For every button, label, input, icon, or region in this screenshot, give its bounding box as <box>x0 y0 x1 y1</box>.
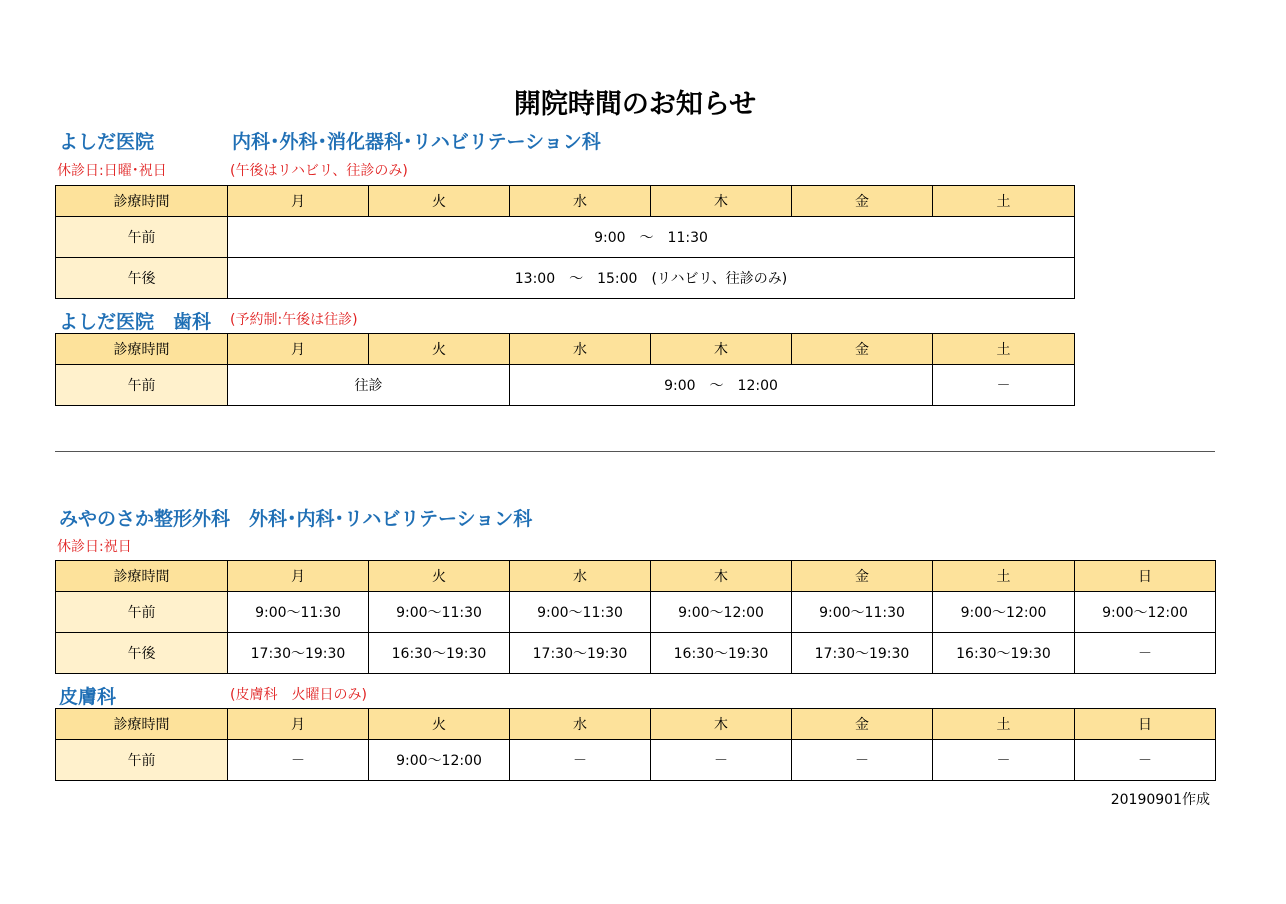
header-cell: 月 <box>228 709 369 740</box>
table-header-row <box>56 186 1075 217</box>
section-divider <box>55 451 1215 452</box>
row-label: 午前 <box>56 740 228 781</box>
header-cell: 土 <box>933 186 1075 217</box>
header-cell: 水 <box>510 709 651 740</box>
hours-cell: 16:30～19:30 <box>933 633 1075 674</box>
hours-cell: － <box>933 365 1075 406</box>
hours-cell: 16:30～19:30 <box>651 633 792 674</box>
hours-cell: 往診 <box>228 365 510 406</box>
hours-cell: － <box>510 740 651 781</box>
note-derma: (皮膚科 火曜日のみ) <box>230 687 367 703</box>
header-cell: 診療時間 <box>56 334 228 365</box>
closed-days-yoshida: 休診日:日曜･祝日 <box>57 163 167 179</box>
clinic-departments-yoshida: 内科･外科･消化器科･リハビリテーション科 <box>232 131 601 153</box>
hours-cell: 9:00～12:00 <box>1075 592 1216 633</box>
row-label: 午前 <box>56 365 228 406</box>
header-cell: 土 <box>933 561 1075 592</box>
table-row <box>56 633 1216 674</box>
clinic-name-dental: よしだ医院 歯科 <box>59 311 212 333</box>
hours-cell: 9:00 ～ 12:00 <box>510 365 933 406</box>
header-cell: 日 <box>1075 561 1216 592</box>
created-date-note: 20190901作成 <box>1110 792 1210 808</box>
table-header-row <box>56 334 1075 365</box>
clinic-name-yoshida: よしだ医院 <box>59 131 155 153</box>
header-cell: 金 <box>792 561 933 592</box>
hours-cell: 13:00 ～ 15:00 (リハビリ、往診のみ) <box>228 258 1075 299</box>
hours-cell: 17:30～19:30 <box>792 633 933 674</box>
header-cell: 月 <box>228 334 369 365</box>
header-cell: 火 <box>369 334 510 365</box>
header-cell: 月 <box>228 186 369 217</box>
hours-cell: － <box>1075 740 1216 781</box>
clinic-name-derma: 皮膚科 <box>59 686 117 708</box>
header-cell: 水 <box>510 561 651 592</box>
schedule-table-miyanosaka <box>55 560 1216 674</box>
hours-cell: 9:00～12:00 <box>651 592 792 633</box>
header-cell: 金 <box>792 334 933 365</box>
row-label: 午前 <box>56 592 228 633</box>
table-header-row <box>56 561 1216 592</box>
header-cell: 水 <box>510 334 651 365</box>
header-cell: 土 <box>933 709 1075 740</box>
header-cell: 金 <box>792 186 933 217</box>
hours-cell: 16:30～19:30 <box>369 633 510 674</box>
header-cell: 火 <box>369 186 510 217</box>
schedule-table-dental <box>55 333 1075 406</box>
header-cell: 木 <box>651 709 792 740</box>
header-cell: 木 <box>651 561 792 592</box>
row-label: 午前 <box>56 217 228 258</box>
header-cell: 月 <box>228 561 369 592</box>
header-cell: 火 <box>369 709 510 740</box>
hours-cell: 9:00～11:30 <box>510 592 651 633</box>
hours-cell: 9:00～12:00 <box>933 592 1075 633</box>
note-dental: (予約制:午後は往診) <box>230 312 358 328</box>
hours-cell: － <box>933 740 1075 781</box>
header-cell: 水 <box>510 186 651 217</box>
hours-cell: 17:30～19:30 <box>510 633 651 674</box>
row-label: 午後 <box>56 258 228 299</box>
table-header-row <box>56 709 1216 740</box>
schedule-table-derma <box>55 708 1216 781</box>
header-cell: 診療時間 <box>56 709 228 740</box>
header-cell: 診療時間 <box>56 561 228 592</box>
hours-cell: 17:30～19:30 <box>228 633 369 674</box>
hours-cell: － <box>792 740 933 781</box>
header-cell: 木 <box>651 334 792 365</box>
table-row <box>56 740 1216 781</box>
table-row <box>56 258 1075 299</box>
hours-cell: 9:00 ～ 11:30 <box>228 217 1075 258</box>
header-cell: 木 <box>651 186 792 217</box>
header-cell: 土 <box>933 334 1075 365</box>
row-label: 午後 <box>56 633 228 674</box>
table-row <box>56 365 1075 406</box>
header-cell: 金 <box>792 709 933 740</box>
closed-days-miyanosaka: 休診日:祝日 <box>57 539 132 555</box>
header-cell: 火 <box>369 561 510 592</box>
table-row <box>56 592 1216 633</box>
hours-cell: 9:00～11:30 <box>792 592 933 633</box>
hours-cell: 9:00～11:30 <box>369 592 510 633</box>
schedule-table-yoshida <box>55 185 1075 299</box>
note-yoshida: (午後はリハビリ、往診のみ) <box>230 163 408 179</box>
hours-cell: － <box>1075 633 1216 674</box>
table-row <box>56 217 1075 258</box>
hours-cell: － <box>228 740 369 781</box>
page-title: 開院時間のお知らせ <box>513 89 757 120</box>
hours-cell: 9:00～12:00 <box>369 740 510 781</box>
clinic-name-miyanosaka: みやのさか整形外科 外科･内科･リハビリテーション科 <box>59 508 533 530</box>
hours-cell: － <box>651 740 792 781</box>
header-cell: 日 <box>1075 709 1216 740</box>
header-cell: 診療時間 <box>56 186 228 217</box>
hours-cell: 9:00～11:30 <box>228 592 369 633</box>
